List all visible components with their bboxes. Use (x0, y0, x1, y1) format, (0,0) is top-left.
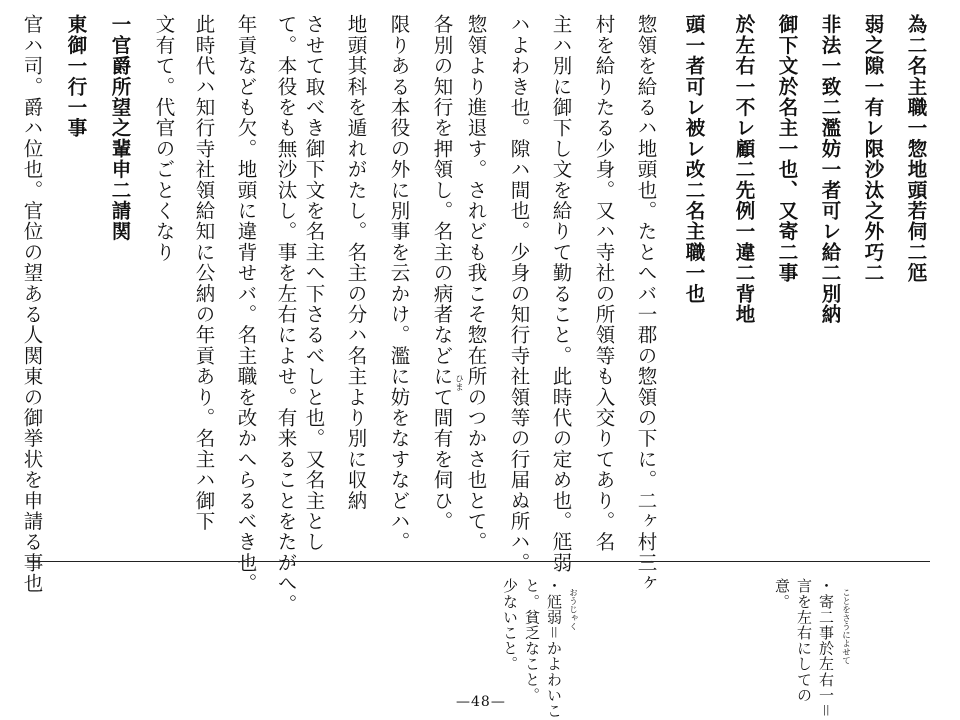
text-line-4: 御下文於名主一也、又寄二事 (775, 14, 799, 284)
note-1-line-1: ・寄二事於左右一＝ (817, 578, 835, 719)
text-line-6: 頭一者可レ被レ改二名主職一也 (682, 14, 706, 304)
note-1-reading: ことをさうによせて (840, 588, 851, 665)
page-number: —48— (456, 694, 506, 710)
text-line-12: 各別の知行を押領し。名主の病者などにて間有を伺ひ。 (430, 14, 454, 532)
text-line-11: 惣領より進退す。されども我こそ惣在所のつかさ也とて。 (464, 14, 488, 553)
text-line-7: 惣領を給るハ地頭也。たとへバ一郡の惣領の下に。二ヶ村三ヶ (634, 14, 658, 594)
text-line-3: 非法一致二濫妨一者可レ給二別納 (818, 14, 842, 325)
text-line-22: 官ハ司。爵ハ位也。官位の望ある人関東の御挙状を申請る事也 (20, 14, 44, 594)
text-line-19: 文有て。代官のごとくなり (152, 14, 176, 263)
text-line-14: 地頭其科を遁れがたし。名主の分ハ名主より別に収納 (344, 14, 368, 511)
text-line-13: 限りある本役の外に別事を云かけ。濫に妨をなすなどハ。 (387, 14, 411, 553)
note-2-reading: おうじゃく (567, 588, 578, 631)
text-line-16: て。本役をも無沙汰し。事を左右によせ。有来ることをたがへ。 (274, 14, 298, 615)
text-line-17: 年貢なども欠。地頭に違背せバ。名主職を改かへらるべき也。 (234, 14, 258, 594)
section-heading-line-1: 一官爵所望之輩申二請関 (108, 14, 132, 242)
text-line-15: させて取べき御下文を名主へ下さるべしと也。又名主とし (302, 14, 326, 553)
footnote-divider (28, 561, 930, 562)
note-2-line-2: と。貧乏なこと。 (523, 578, 541, 703)
text-line-5: 於左右一不レ顧二先例一違二背地 (732, 14, 756, 325)
ruby-hima: ひま (453, 374, 464, 391)
text-line-1: 為二名主職一惣地頭若伺二尩 (904, 14, 928, 284)
text-line-2: 弱之隙一有レ限沙汰之外巧二 (861, 14, 885, 284)
text-line-8: 村を給りたる少身。又ハ寺社の所領等も入交りてあり。名 (592, 14, 616, 553)
note-2-line-3: 少ないこと。 (501, 578, 519, 672)
text-line-18: 此時代ハ知行寺社領給知に公納の年貢あり。名主ハ御下 (192, 14, 216, 532)
note-1-line-3: 意。 (773, 578, 791, 610)
note-2-line-1: ・尩弱＝かよわいこ (545, 578, 563, 719)
note-1-line-2: 言を左右にしての (795, 578, 813, 703)
text-line-10: ハよわき也。隙ハ間也。少身の知行寺社領等の行届ぬ所ハ。 (507, 14, 531, 573)
section-heading-line-2: 東御一行一事 (64, 14, 88, 139)
text-line-9: 主ハ別に御下し文を給りて勤ること。此時代の定め也。尩弱 (549, 14, 573, 573)
